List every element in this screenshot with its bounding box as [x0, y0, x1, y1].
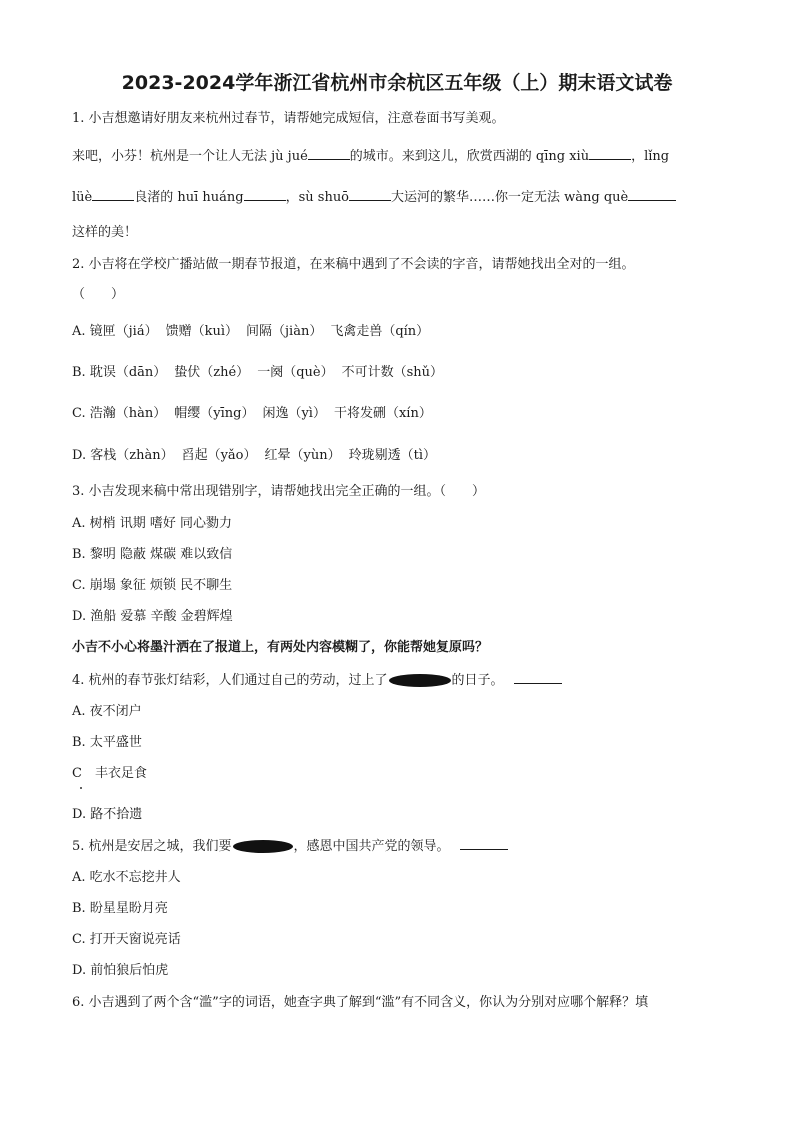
q1-text: 来吧，小芬！杭州是一个让人无法 jù jué	[72, 149, 308, 164]
option-text: B. 耽误（dān）	[72, 365, 167, 380]
q5-option-b[interactable]: B. 盼星星盼月亮	[72, 901, 168, 916]
q1-text: 良渚的 huī huáng	[134, 190, 244, 205]
stray-dot	[80, 787, 82, 789]
q6-stem: 6. 小吉遇到了两个含“滥”字的词语，她查字典了解到“滥”有不同含义，你认为分别对应哪个解释？填	[72, 995, 649, 1010]
q5-option-d[interactable]: D. 前怕狼后怕虎	[72, 963, 169, 978]
answer-blank-qingxiu[interactable]	[589, 147, 631, 160]
q2-option-a[interactable]	[72, 323, 429, 341]
q1-line-2	[72, 188, 676, 207]
q2-option-c[interactable]	[72, 405, 432, 423]
q4-text: 的日子。	[451, 673, 504, 688]
q4-stem	[72, 671, 562, 690]
option-text: 玲珑剔透（tì）	[348, 448, 436, 463]
q5-text: ，感恩中国共产党的领导。	[293, 839, 450, 854]
option-text: C. 浩瀚（hàn）	[72, 406, 167, 421]
option-text: 飞禽走兽（qín）	[330, 324, 430, 339]
option-text: 馈赠（kuì）	[165, 324, 239, 339]
q4-text: 4. 杭州的春节张灯结彩，人们通过自己的劳动，过上了	[72, 673, 388, 688]
q1-text: 大运河的繁华……你一定无法 wàng què	[391, 190, 629, 205]
answer-blank-wangque[interactable]	[628, 188, 676, 201]
q2-option-d[interactable]	[72, 447, 436, 465]
option-text: A. 镜匣（jiá）	[72, 324, 158, 339]
answer-blank-linglue[interactable]	[92, 188, 134, 201]
option-text: 间隔（jiàn）	[246, 324, 323, 339]
q4-option-d[interactable]: D. 路不拾遗	[72, 807, 143, 822]
answer-blank-jujue[interactable]	[308, 147, 350, 160]
q4-answer-blank[interactable]	[514, 671, 562, 684]
option-text: 干将发硎（xín）	[333, 406, 432, 421]
option-text: 舀起（yǎo）	[181, 448, 257, 463]
q1-text: 的城市。来到这儿，欣赏西湖的 qīng xiù	[349, 149, 590, 164]
option-text: 帽缨（yīng）	[174, 406, 255, 421]
q3-option-c[interactable]: C. 崩塌 象征 烦锁 民不聊生	[72, 578, 233, 593]
q1-text: ，lǐng	[631, 149, 670, 164]
q3-option-a[interactable]: A. 树梢 讯期 嗜好 同心勠力	[72, 516, 233, 531]
q5-text: 5. 杭州是安居之城，我们要	[72, 839, 232, 854]
page-title: 2023-2024学年浙江省杭州市余杭区五年级（上）期末语文试卷	[121, 72, 673, 94]
q4-option-b[interactable]: B. 太平盛世	[72, 735, 142, 750]
q1-text: ，sù shuō	[285, 190, 350, 205]
q2-option-b[interactable]	[72, 364, 443, 382]
q5-option-a[interactable]: A. 吃水不忘挖井人	[72, 870, 181, 885]
answer-blank-sushuo[interactable]	[349, 188, 391, 201]
q2-paren: （ ）	[72, 287, 125, 302]
q3-option-b[interactable]: B. 黎明 隐蔽 煤碳 难以致信	[72, 547, 233, 562]
q1-line-3: 这样的美！	[72, 225, 138, 240]
q1-text: lüè	[72, 190, 93, 205]
q1-stem: 1. 小吉想邀请好朋友来杭州过春节，请帮她完成短信，注意卷面书写美观。	[72, 111, 505, 126]
q5-stem	[72, 837, 508, 856]
q3-stem: 3. 小吉发现来稿中常出现错别字，请帮她找出完全正确的一组。（ ）	[72, 484, 486, 499]
option-text: 蛰伏（zhé）	[174, 365, 250, 380]
ink-blot	[389, 674, 451, 687]
q1-line-1	[72, 147, 669, 166]
ink-blot	[233, 840, 293, 853]
q4-option-a[interactable]: A. 夜不闭户	[72, 704, 142, 719]
section-heading: 小吉不小心将墨汁洒在了报道上，有两处内容模糊了，你能帮她复原吗？	[72, 640, 489, 655]
q3-option-d[interactable]: D. 渔船 爱慕 辛酸 金碧辉煌	[72, 609, 233, 624]
option-text: 闲逸（yì）	[262, 406, 326, 421]
q2-stem: 2. 小吉将在学校广播站做一期春节报道，在来稿中遇到了不会读的字音，请帮她找出全对的一组。	[72, 257, 635, 272]
option-text: 不可计数（shǔ）	[341, 365, 443, 380]
answer-blank-huihuang[interactable]	[244, 188, 286, 201]
option-text: 红晕（yùn）	[264, 448, 341, 463]
option-text: 一阕（què）	[257, 365, 334, 380]
q5-option-c[interactable]: C. 打开天窗说亮话	[72, 932, 181, 947]
q5-answer-blank[interactable]	[460, 837, 508, 850]
q4-option-c[interactable]: C 丰衣足食	[72, 766, 147, 781]
option-text: D. 客栈（zhàn）	[72, 448, 174, 463]
